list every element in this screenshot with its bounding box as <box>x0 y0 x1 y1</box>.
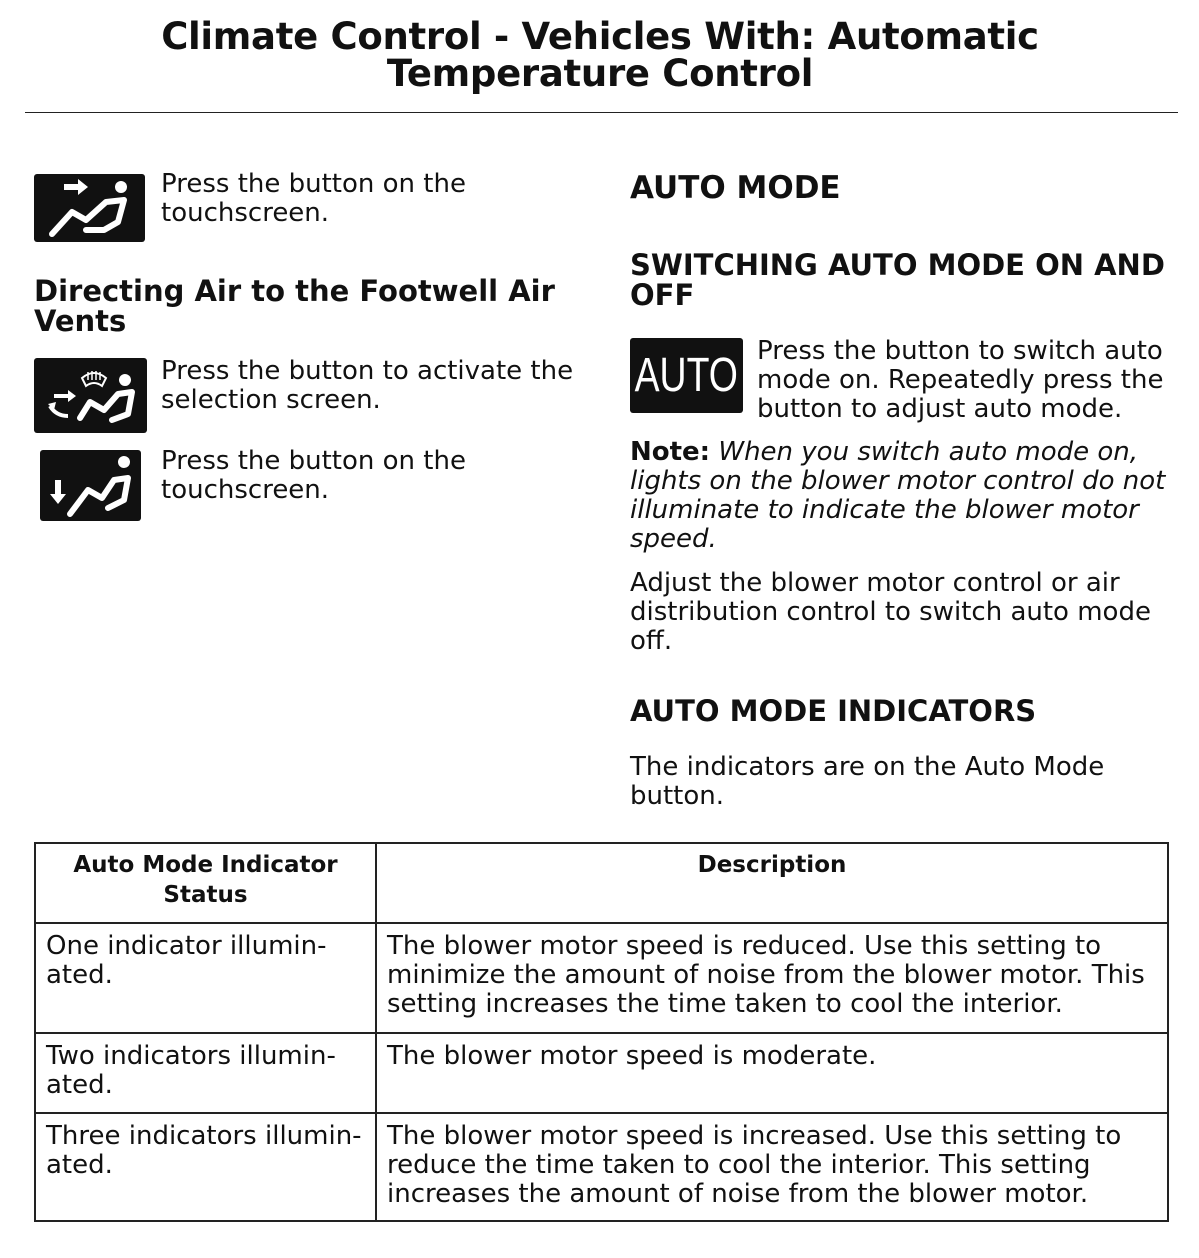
table-row <box>35 1033 1168 1113</box>
table-row <box>35 1113 1168 1221</box>
header-description: Description <box>376 843 1168 923</box>
auto-mode-icon <box>630 338 743 413</box>
row-description: The blower motor speed is increased. Use this setting to reduce the time taken to cool the interior. This setting increases the amount of noise from the blower motor. <box>376 1113 1168 1221</box>
row-status: Two indicators illumin-ated. <box>35 1033 376 1113</box>
defrost-instruction: Press the button to activate the selection screen. <box>161 356 574 415</box>
row-status: Three indicators illumin-ated. <box>35 1113 376 1221</box>
footwell-vent-icon <box>40 450 141 521</box>
header-status: Auto Mode Indicator Status <box>35 843 376 923</box>
auto-icon-label: AUTO <box>634 348 739 402</box>
auto-mode-instruction: Press the button to switch auto mode on. Repeatedly press the button to adjust auto mode. <box>757 336 1164 424</box>
auto-mode-heading: AUTO MODE <box>630 170 841 206</box>
adjust-paragraph: Adjust the blower motor control or air distribution control to switch auto mode off. <box>630 568 1151 656</box>
title-divider <box>25 112 1178 113</box>
note-paragraph <box>630 438 1175 554</box>
table-header-row <box>35 843 1168 923</box>
row-description: The blower motor speed is reduced. Use this setting to minimize the amount of noise from the blower motor. This setting increases the time taken to cool the interior. <box>376 923 1168 1033</box>
row-status: One indicator illumin-ated. <box>35 923 376 1033</box>
face-vent-icon <box>34 174 145 242</box>
face-vent-instruction: Press the button on the touchscreen. <box>161 169 466 228</box>
row-description: The blower motor speed is moderate. <box>376 1033 1168 1113</box>
auto-mode-indicators-heading: AUTO MODE INDICATORS <box>630 694 1037 728</box>
note-label: Note: <box>630 437 711 467</box>
switching-auto-mode-heading: SWITCHING AUTO MODE ON AND OFF <box>630 248 1165 312</box>
note-text: When you switch auto mode on, lights on the blower motor control do not illuminate to indicate the blower motor speed. <box>630 437 1166 554</box>
windshield-floor-defrost-icon <box>34 358 147 433</box>
indicators-paragraph: The indicators are on the Auto Mode button. <box>630 752 1105 811</box>
footwell-section-heading: Directing Air to the Footwell Air Vents <box>34 274 555 338</box>
footwell-instruction: Press the button on the touchscreen. <box>161 446 466 505</box>
page-title: Climate Control - Vehicles With: Automatic Temperature Control <box>161 15 1039 95</box>
table-row <box>35 923 1168 1033</box>
indicator-status-table <box>34 842 1169 1222</box>
